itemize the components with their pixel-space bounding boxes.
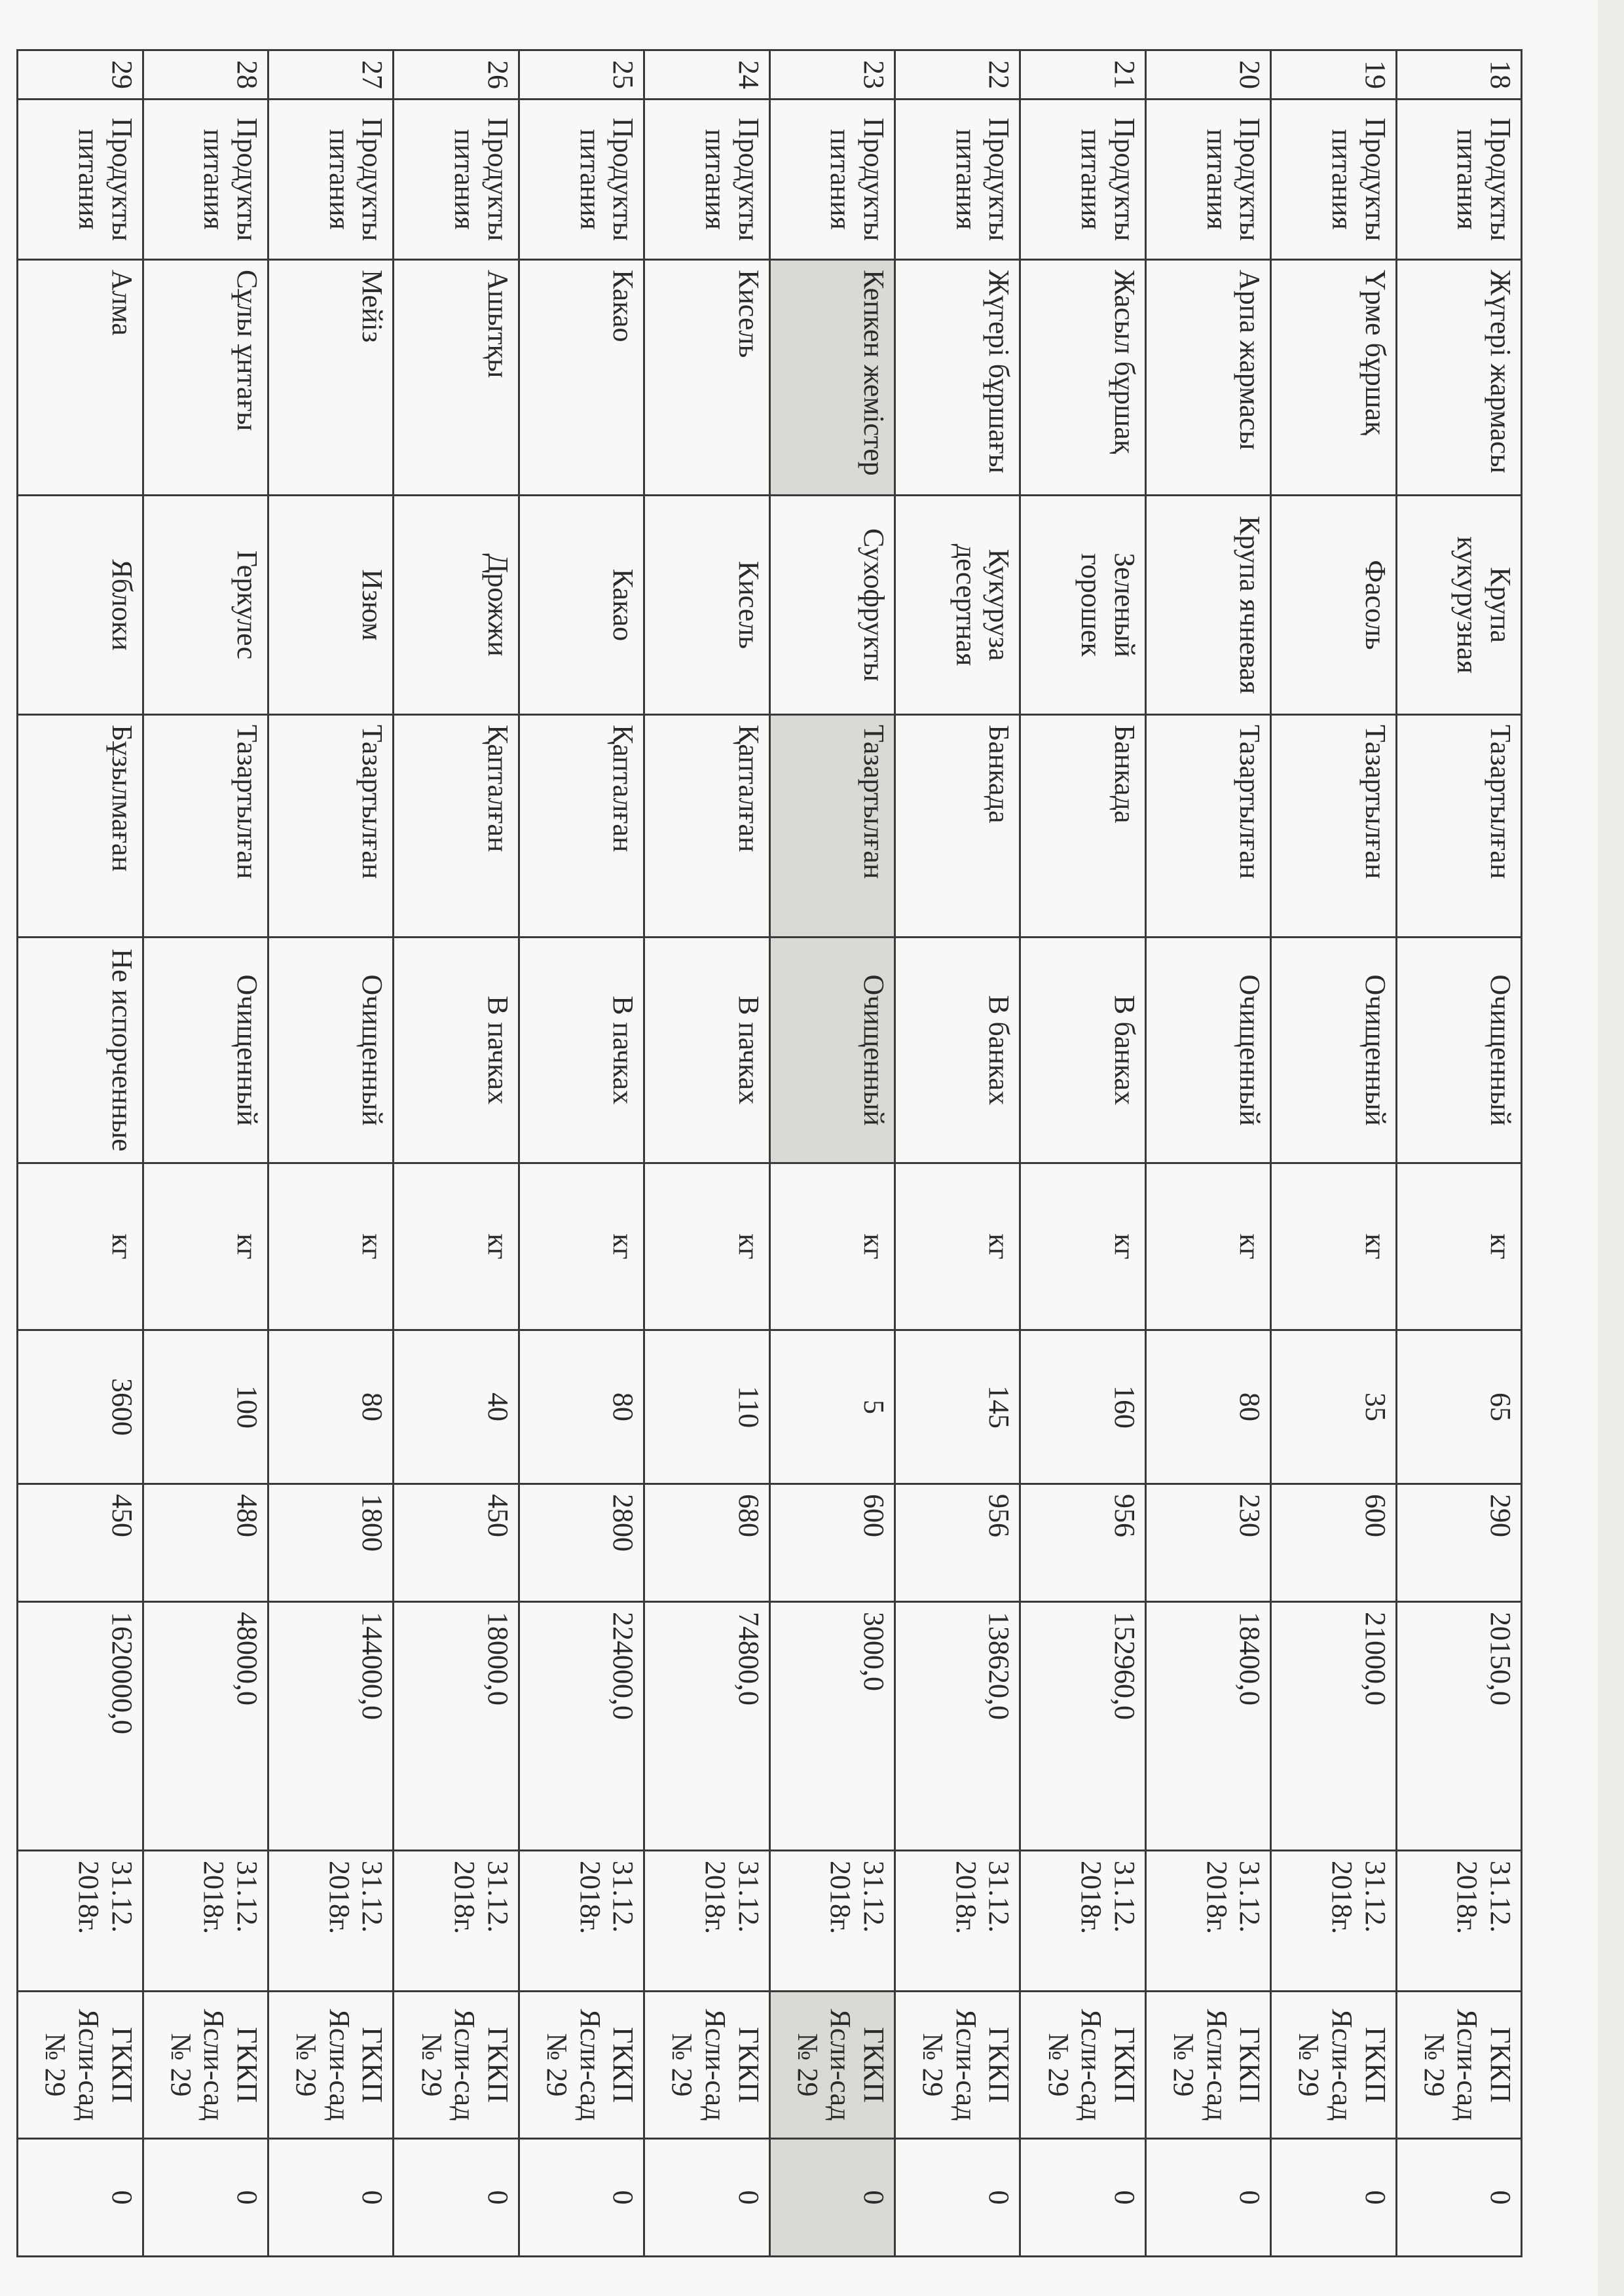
organization-cell: ГККП Ясли-сад № 29: [644, 1992, 769, 2139]
unit-cell: кг: [143, 1163, 268, 1330]
sum-cell: 144000,0: [268, 1602, 393, 1851]
table-row: [1020, 50, 1145, 2257]
category-cell: Продукты питания: [1271, 100, 1396, 260]
condition-kz-cell: Қапталған: [394, 715, 519, 938]
category-cell: Продукты питания: [519, 100, 644, 260]
condition-kz-cell: Тазартылған: [268, 715, 393, 938]
table-row: [644, 50, 769, 2257]
sum-cell: 3000,0: [769, 1602, 895, 1851]
condition-kz-cell: Тазартылған: [143, 715, 268, 938]
row-number: 23: [769, 50, 895, 100]
condition-ru-cell: В банках: [1020, 938, 1145, 1163]
date-cell: 31.12. 2018г.: [1271, 1851, 1396, 1992]
item-name-ru-cell: Кисель: [644, 496, 769, 715]
condition-kz-cell: Тазартылған: [1271, 715, 1396, 938]
category-cell: Продукты питания: [644, 100, 769, 260]
balance-cell: 0: [1020, 2139, 1145, 2257]
condition-ru-cell: В банках: [895, 938, 1020, 1163]
row-number: 26: [394, 50, 519, 100]
condition-kz-cell: Қапталған: [644, 715, 769, 938]
organization-cell: ГККП Ясли-сад № 29: [1271, 1992, 1396, 2139]
quantity-cell: 5: [769, 1330, 895, 1484]
category-cell: Продукты питания: [268, 100, 393, 260]
item-name-kz-cell: Жүгері бұршағы: [895, 260, 1020, 496]
condition-ru-cell: Очищенный: [1145, 938, 1270, 1163]
item-name-kz-cell: Сұлы ұнтағы: [143, 260, 268, 496]
sum-cell: 48000,0: [143, 1602, 268, 1851]
item-name-ru-cell: Кукуруза десертная: [895, 496, 1020, 715]
condition-kz-cell: Бұзылмаған: [18, 715, 143, 938]
organization-cell: ГККП Ясли-сад № 29: [1020, 1992, 1145, 2139]
sum-cell: 18400,0: [1145, 1602, 1270, 1851]
organization-cell: ГККП Ясли-сад № 29: [519, 1992, 644, 2139]
balance-cell: 0: [1145, 2139, 1270, 2257]
table-row: [143, 50, 268, 2257]
condition-kz-cell: Тазартылған: [1145, 715, 1270, 938]
price-cell: 680: [644, 1484, 769, 1602]
price-cell: 956: [895, 1484, 1020, 1602]
organization-cell: ГККП Ясли-сад № 29: [394, 1992, 519, 2139]
unit-cell: кг: [18, 1163, 143, 1330]
item-name-kz-cell: Мейіз: [268, 260, 393, 496]
price-cell: 600: [1271, 1484, 1396, 1602]
condition-kz-cell: Банкада: [895, 715, 1020, 938]
category-cell: Продукты питания: [1145, 100, 1270, 260]
item-name-kz-cell: Ашытқы: [394, 260, 519, 496]
table-row: [1271, 50, 1396, 2257]
sum-cell: 21000,0: [1271, 1602, 1396, 1851]
date-cell: 31.12. 2018г.: [268, 1851, 393, 1992]
row-number: 18: [1396, 50, 1521, 100]
sum-cell: 152960,0: [1020, 1602, 1145, 1851]
item-name-ru-cell: Крупа ячневая: [1145, 496, 1270, 715]
date-cell: 31.12. 2018г.: [1145, 1851, 1270, 1992]
category-cell: Продукты питания: [394, 100, 519, 260]
quantity-cell: 110: [644, 1330, 769, 1484]
balance-cell: 0: [18, 2139, 143, 2257]
unit-cell: кг: [1020, 1163, 1145, 1330]
scan-edge: [1598, 0, 1624, 2296]
date-cell: 31.12. 2018г.: [644, 1851, 769, 1992]
condition-ru-cell: Очищенный: [268, 938, 393, 1163]
item-name-kz-cell: Кепкен жемістер: [769, 260, 895, 496]
date-cell: 31.12. 2018г.: [1396, 1851, 1521, 1992]
item-name-kz-cell: Алма: [18, 260, 143, 496]
row-number: 21: [1020, 50, 1145, 100]
row-number: 28: [143, 50, 268, 100]
item-name-ru-cell: Яблоки: [18, 496, 143, 715]
condition-kz-cell: Тазартылған: [1396, 715, 1521, 938]
row-number: 19: [1271, 50, 1396, 100]
quantity-cell: 145: [895, 1330, 1020, 1484]
unit-cell: кг: [895, 1163, 1020, 1330]
item-name-ru-cell: Сухофрукты: [769, 496, 895, 715]
condition-kz-cell: Тазартылған: [769, 715, 895, 938]
table-row: [1396, 50, 1521, 2257]
category-cell: Продукты питания: [1396, 100, 1521, 260]
table-row: [268, 50, 393, 2257]
quantity-cell: 100: [143, 1330, 268, 1484]
sum-cell: 138620,0: [895, 1602, 1020, 1851]
sum-cell: 1620000,0: [18, 1602, 143, 1851]
item-name-kz-cell: Арпа жармасы: [1145, 260, 1270, 496]
quantity-cell: 80: [1145, 1330, 1270, 1484]
item-name-kz-cell: Жасыл бұршақ: [1020, 260, 1145, 496]
table-row: [519, 50, 644, 2257]
row-number: 22: [895, 50, 1020, 100]
sum-cell: 74800,0: [644, 1602, 769, 1851]
condition-ru-cell: Очищенный: [143, 938, 268, 1163]
unit-cell: кг: [644, 1163, 769, 1330]
price-cell: 2800: [519, 1484, 644, 1602]
condition-ru-cell: Очищенный: [1271, 938, 1396, 1163]
balance-cell: 0: [394, 2139, 519, 2257]
condition-ru-cell: Очищенный: [1396, 938, 1521, 1163]
condition-ru-cell: Не испорченные: [18, 938, 143, 1163]
inventory-table: [16, 49, 1522, 2257]
quantity-cell: 3600: [18, 1330, 143, 1484]
price-cell: 290: [1396, 1484, 1521, 1602]
item-name-ru-cell: Дрожжи: [394, 496, 519, 715]
category-cell: Продукты питания: [143, 100, 268, 260]
item-name-ru-cell: Крупа кукурузная: [1396, 496, 1521, 715]
category-cell: Продукты питания: [18, 100, 143, 260]
item-name-ru-cell: Какао: [519, 496, 644, 715]
table-row: [1145, 50, 1270, 2257]
organization-cell: ГККП Ясли-сад № 29: [143, 1992, 268, 2139]
balance-cell: 0: [769, 2139, 895, 2257]
price-cell: 1800: [268, 1484, 393, 1602]
condition-ru-cell: В пачках: [394, 938, 519, 1163]
item-name-ru-cell: Геркулес: [143, 496, 268, 715]
quantity-cell: 65: [1396, 1330, 1521, 1484]
condition-ru-cell: В пачках: [644, 938, 769, 1163]
organization-cell: ГККП Ясли-сад № 29: [18, 1992, 143, 2139]
date-cell: 31.12. 2018г.: [895, 1851, 1020, 1992]
item-name-kz-cell: Какао: [519, 260, 644, 496]
price-cell: 956: [1020, 1484, 1145, 1602]
date-cell: 31.12. 2018г.: [1020, 1851, 1145, 1992]
unit-cell: кг: [1145, 1163, 1270, 1330]
rotated-table-wrapper: [16, 49, 1522, 2255]
date-cell: 31.12. 2018г.: [18, 1851, 143, 1992]
table-row: [895, 50, 1020, 2257]
item-name-kz-cell: Үрме бұршақ: [1271, 260, 1396, 496]
unit-cell: кг: [268, 1163, 393, 1330]
organization-cell: ГККП Ясли-сад № 29: [895, 1992, 1020, 2139]
sum-cell: 18000,0: [394, 1602, 519, 1851]
row-number: 29: [18, 50, 143, 100]
unit-cell: кг: [1271, 1163, 1396, 1330]
quantity-cell: 80: [268, 1330, 393, 1484]
balance-cell: 0: [268, 2139, 393, 2257]
item-name-kz-cell: Жүгері жармасы: [1396, 260, 1521, 496]
table-row: [769, 50, 895, 2257]
condition-kz-cell: Банкада: [1020, 715, 1145, 938]
unit-cell: кг: [519, 1163, 644, 1330]
item-name-ru-cell: Зеленый горошек: [1020, 496, 1145, 715]
quantity-cell: 80: [519, 1330, 644, 1484]
quantity-cell: 35: [1271, 1330, 1396, 1484]
balance-cell: 0: [1396, 2139, 1521, 2257]
organization-cell: ГККП Ясли-сад № 29: [769, 1992, 895, 2139]
condition-kz-cell: Қапталған: [519, 715, 644, 938]
organization-cell: ГККП Ясли-сад № 29: [1396, 1992, 1521, 2139]
date-cell: 31.12. 2018г.: [519, 1851, 644, 1992]
row-number: 25: [519, 50, 644, 100]
category-cell: Продукты питания: [1020, 100, 1145, 260]
category-cell: Продукты питания: [895, 100, 1020, 260]
quantity-cell: 40: [394, 1330, 519, 1484]
price-cell: 480: [143, 1484, 268, 1602]
price-cell: 230: [1145, 1484, 1270, 1602]
balance-cell: 0: [644, 2139, 769, 2257]
condition-ru-cell: Очищенный: [769, 938, 895, 1163]
organization-cell: ГККП Ясли-сад № 29: [1145, 1992, 1270, 2139]
sum-cell: 20150,0: [1396, 1602, 1521, 1851]
date-cell: 31.12. 2018г.: [143, 1851, 268, 1992]
unit-cell: кг: [394, 1163, 519, 1330]
balance-cell: 0: [519, 2139, 644, 2257]
quantity-cell: 160: [1020, 1330, 1145, 1484]
row-number: 20: [1145, 50, 1270, 100]
unit-cell: кг: [769, 1163, 895, 1330]
item-name-ru-cell: Фасоль: [1271, 496, 1396, 715]
price-cell: 450: [394, 1484, 519, 1602]
price-cell: 450: [18, 1484, 143, 1602]
balance-cell: 0: [1271, 2139, 1396, 2257]
table-row: [18, 50, 143, 2257]
balance-cell: 0: [895, 2139, 1020, 2257]
price-cell: 600: [769, 1484, 895, 1602]
date-cell: 31.12. 2018г.: [394, 1851, 519, 1992]
balance-cell: 0: [143, 2139, 268, 2257]
organization-cell: ГККП Ясли-сад № 29: [268, 1992, 393, 2139]
table-row: [394, 50, 519, 2257]
item-name-ru-cell: Изюм: [268, 496, 393, 715]
category-cell: Продукты питания: [769, 100, 895, 260]
row-number: 24: [644, 50, 769, 100]
unit-cell: кг: [1396, 1163, 1521, 1330]
row-number: 27: [268, 50, 393, 100]
date-cell: 31.12. 2018г.: [769, 1851, 895, 1992]
sum-cell: 224000,0: [519, 1602, 644, 1851]
item-name-kz-cell: Кисель: [644, 260, 769, 496]
condition-ru-cell: В пачках: [519, 938, 644, 1163]
